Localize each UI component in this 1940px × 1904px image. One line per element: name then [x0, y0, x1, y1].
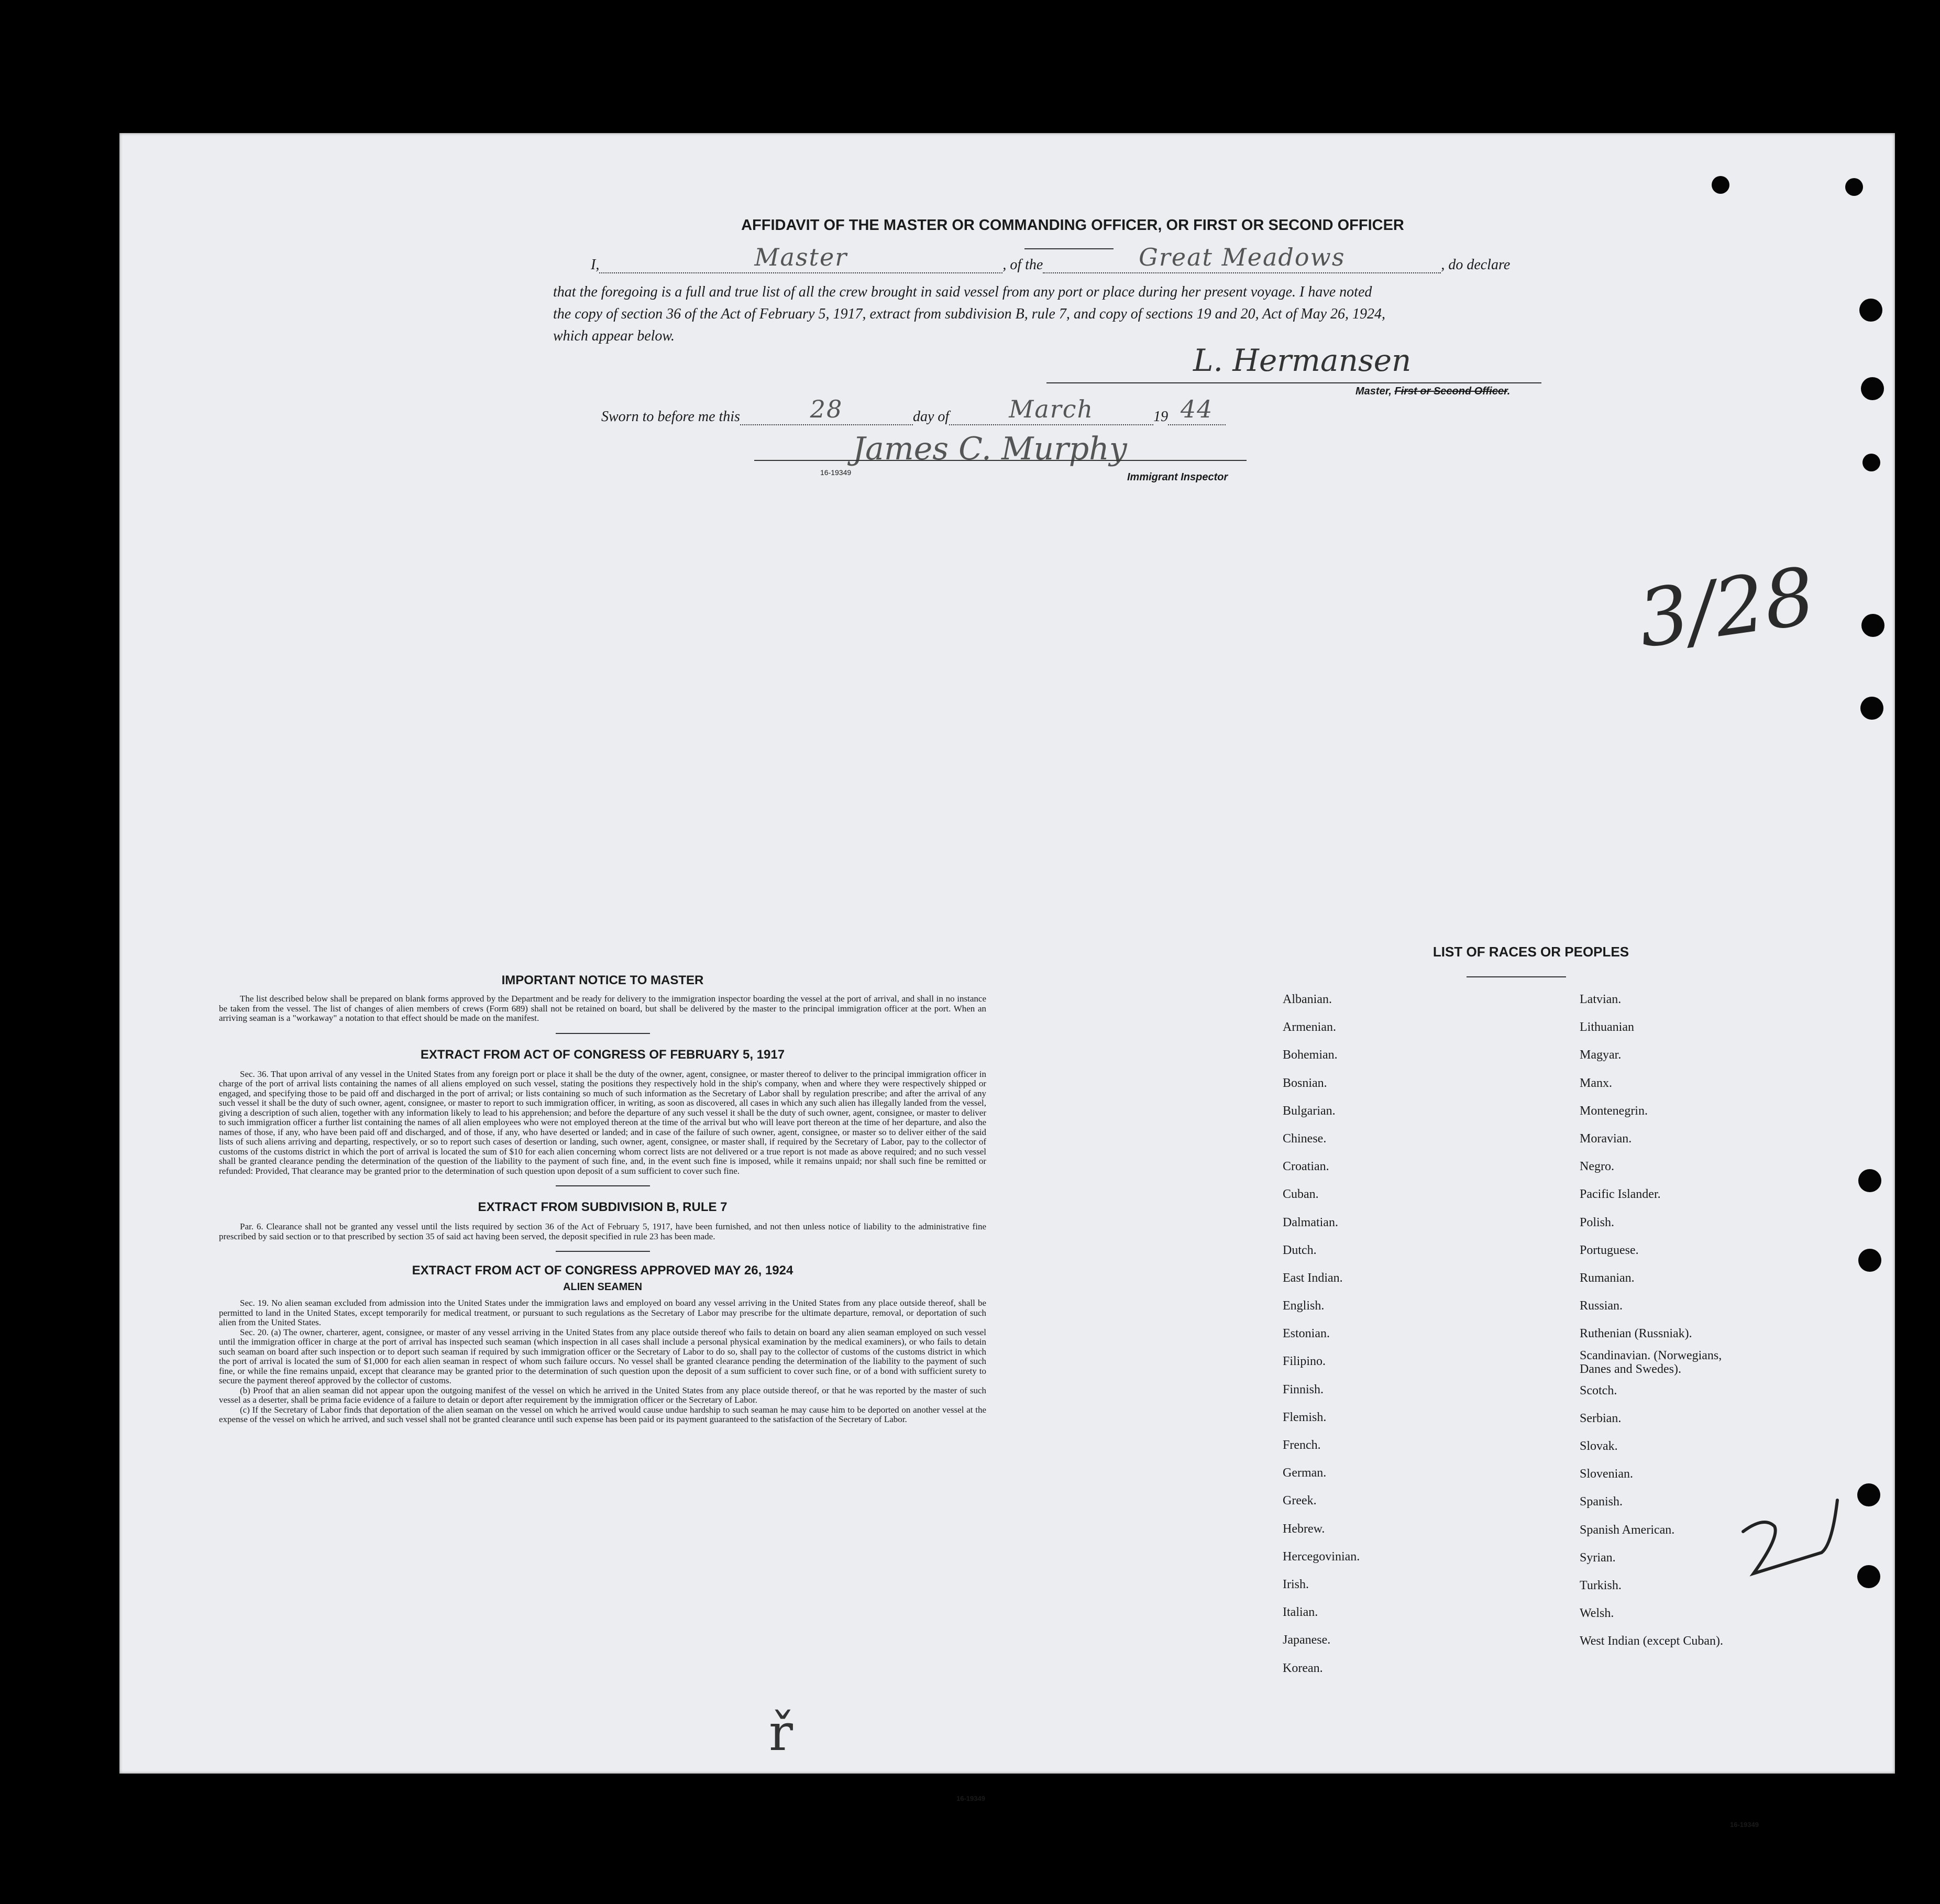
races-right-column	[1580, 986, 1800, 1656]
race-list-item: Hebrew.	[1283, 1522, 1325, 1536]
alien-seamen-subheading: ALIEN SEAMEN	[563, 1281, 643, 1293]
affidavit-text: , of the	[1002, 257, 1043, 273]
divider	[556, 1251, 650, 1252]
race-list-item: Lithuanian	[1580, 1020, 1634, 1034]
sworn-line	[601, 395, 1226, 425]
race-list-item: Filipino.	[1283, 1355, 1326, 1369]
punch-hole	[1858, 1249, 1881, 1272]
race-list-item: Latvian.	[1580, 993, 1622, 1006]
sworn-month-handwritten: March	[1009, 395, 1094, 423]
notice-body: The list described below shall be prepared on blank forms approved by the Department and be ready for delivery to the immigration inspector boarding the vessel at the port of arrival, and shall in no instance be taken from the vessel. The list of changes of alien members of crews (Form 689) shall not be retained on board, but shall be delivered by the master to the principal immigration officer at the port. When an arriving seaman is a "workaway" a notation to that effect should be made on the manifest.	[219, 994, 986, 1023]
race-list-item: French.	[1283, 1438, 1321, 1452]
race-list-item: Spanish American.	[1580, 1523, 1675, 1537]
race-list-item: Portuguese.	[1580, 1243, 1639, 1257]
race-list-item: Dutch.	[1283, 1243, 1317, 1257]
race-list-item: Croatian.	[1283, 1160, 1329, 1174]
race-list-item: Dalmatian.	[1283, 1215, 1338, 1229]
race-list-item: Polish.	[1580, 1215, 1615, 1229]
race-list-item: Turkish.	[1580, 1578, 1622, 1592]
race-list-item: Scandinavian. (Norwegians, Danes and Swedes).	[1580, 1349, 1722, 1377]
master-name-field	[599, 243, 1002, 273]
divider	[556, 1185, 650, 1186]
race-list-item: Bosnian.	[1283, 1076, 1327, 1090]
race-list-item: Bohemian.	[1283, 1048, 1338, 1062]
divider	[1467, 976, 1566, 977]
sworn-year-field	[1168, 395, 1226, 425]
race-list-item: Chinese.	[1283, 1131, 1327, 1146]
affidavit-line-2: that the foregoing is a full and true list of all the crew brought in said vessel from any port or place during her present voyage. I have noted	[553, 284, 1372, 300]
race-list-item: Slovenian.	[1580, 1467, 1633, 1481]
signature-line	[754, 460, 1247, 461]
race-list-item: Welsh.	[1580, 1606, 1614, 1621]
affidavit-line-4: which appear below.	[553, 328, 675, 344]
affidavit-line-3: the copy of section 36 of the Act of February 5, 1917, extract from subdivision B, rule 7, and copy of sections 19 and 20, Act of May 26, 1924,	[553, 306, 1386, 322]
punch-hole	[1859, 299, 1882, 322]
races-left-column	[1283, 986, 1471, 1682]
race-list-item: Italian.	[1283, 1605, 1318, 1620]
affidavit-text: I,	[591, 257, 600, 273]
sworn-text: Sworn to before me this	[601, 409, 740, 425]
race-list-item: Cuban.	[1283, 1187, 1319, 1202]
affidavit-text: , do declare	[1441, 257, 1511, 273]
extract-1917-body: Sec. 36. That upon arrival of any vessel in the United States from any foreign port or place it shall be the duty of the owner, agent, consignee, or master thereof to deliver to the principal immigration officer in charge of the port of arrival lists containing the names of all aliens employed on such vessel, stating the positions they respectively hold in the ship's company, when and where they were respectively shipped or engaged, and specifying those to be paid off and discharged in the port of arrival; or lists containing so much of such information as the Secretary of Labor shall by regulation prescribe; and after the arrival of any such vessel it shall be the duty of such owner, agent, consignee, or master to report to such immigration officer, in writing, as soon as discovered, all cases in which any such alien has illegally landed from the vessel, giving a description of such alien, together with any information likely to lead to his apprehension; and before the departure of any such vessel it shall be the duty of such owner, agent, consignee, or master to deliver to such immigration officer a further list containing the names of all alien employees who were not employed thereon at the time of the arrival but who will leave port thereon at the time of her departure, and also the names of those, if any, who have been paid off and discharged, and of those, if any, who have deserted or landed; and in case of the failure of such owner, agent, consignee, or master so to deliver either of the said lists of such aliens arriving and departing, respectively, or so to report such cases of desertion or landing, such owner, agent, consignee, or master shall, if required by the Secretary of Labor, pay to the collector of customs of the customs district in which the port of arrival is located the sum of $10 for each alien concerning whom correct lists are not delivered or a true report is not made as above required; and no such vessel shall be granted clearance pending the determination of the question of the liability to the payment of such fine, and, in the event such fine is imposed, while it remains unpaid; nor shall such fine be remitted or refunded: Provided, That clearance may be granted prior to the determination of such question upon deposit of a sum sufficient to cover such fine.	[219, 1069, 986, 1176]
race-list-item: Spanish.	[1580, 1495, 1623, 1509]
master-caption	[1355, 386, 1510, 398]
race-list-item: Armenian.	[1283, 1020, 1336, 1034]
caption-text: .	[1507, 386, 1511, 397]
master-name-handwritten: Master	[754, 243, 848, 271]
vessel-name-field	[1043, 243, 1441, 273]
race-list-item: German.	[1283, 1466, 1327, 1480]
race-list-item: Manx.	[1580, 1076, 1612, 1090]
sec20b-body: (b) Proof that an alien seaman did not appear upon the outgoing manifest of the vessel on which he arrived in the United States from any place outside thereof, or that he was reported by the master of such vessel as a deserter, shall be prima facie evidence of a failure to detain or deport after requirement by the immigration officer or the Secretary of Labor.	[219, 1385, 986, 1405]
punch-hole	[1861, 614, 1884, 637]
affidavit-line-1	[591, 243, 1511, 273]
signature-line	[1046, 382, 1541, 383]
race-list-item: Ruthenian (Russniak).	[1580, 1327, 1692, 1341]
affidavit-title: AFFIDAVIT OF THE MASTER OR COMMANDING OFFICER, OR FIRST OR SECOND OFFICER	[741, 217, 1404, 234]
race-list-item: Pacific Islander.	[1580, 1187, 1661, 1202]
race-list-item: Greek.	[1283, 1494, 1317, 1508]
sec20a-body: Sec. 20. (a) The owner, charterer, agent, consignee, or master of any vessel arriving in the United States from any place outside thereof who fails to detain on board any alien seaman employed on such vessel until the immigration officer in charge at the port of arrival has inspected such seaman (which inspection in all cases shall include a personal physical examination by the medical examiners), or who fails to detain such seaman on board after such inspection or to deport such seaman if required by such immigration officer or the Secretary of Labor to do so, shall pay to the collector of customs of the customs district in which the port of arrival is located the sum of $1,000 for each alien seaman in respect of whom such failure occurs. No vessel shall be granted clearance pending the determination of the liability to the payment of such fine, or while the fine remains unpaid, except that clearance may be granted prior to the determination of such question upon the deposit of a sum sufficient to cover such fine, or of a bond with sufficient surety to secure the payment thereof approved by the collector of customs.	[219, 1327, 986, 1385]
caption-text: Master,	[1355, 386, 1392, 397]
race-list-item: Negro.	[1580, 1160, 1614, 1174]
sworn-year-handwritten: 44	[1180, 395, 1214, 423]
punch-hole	[1862, 454, 1880, 471]
race-list-item: Rumanian.	[1580, 1271, 1635, 1285]
punch-hole	[1861, 377, 1884, 400]
sworn-month-field	[949, 395, 1153, 425]
race-list-item: Syrian.	[1580, 1550, 1616, 1565]
extract-1917-heading: EXTRACT FROM ACT OF CONGRESS OF FEBRUARY 5, 1917	[420, 1047, 785, 1062]
handwritten-date-note: 3/28	[1633, 551, 1821, 666]
race-list-item: Albanian.	[1283, 993, 1332, 1006]
race-list-item: Montenegrin.	[1580, 1104, 1648, 1118]
race-list-item: English.	[1283, 1299, 1325, 1313]
extract-rule7-body: Par. 6. Clearance shall not be granted any vessel until the lists required by section 36 of the Act of February 5, 1917, have been furnished, and not then unless notice of liability to the administrative fine prescribed by said section or to that prescribed by section 35 of said act having been served, the deposit specified in rule 23 has been made.	[219, 1221, 986, 1241]
punch-hole	[1712, 176, 1729, 194]
races-heading: LIST OF RACES OR PEOPLES	[1432, 944, 1629, 960]
punch-hole	[1857, 1483, 1880, 1506]
race-list-item: Flemish.	[1283, 1410, 1327, 1424]
master-signature: L. Hermansen	[1193, 343, 1412, 378]
race-list-item: Estonian.	[1283, 1327, 1330, 1341]
punch-hole	[1860, 697, 1883, 720]
race-list-item: Russian.	[1580, 1299, 1623, 1313]
form-number: 16-19349	[956, 1795, 985, 1802]
race-list-item: Irish.	[1283, 1577, 1309, 1591]
sworn-day-field	[740, 395, 913, 425]
inspector-signature: James C. Murphy	[853, 431, 1127, 467]
handwritten-mark: ř	[769, 1703, 793, 1762]
punch-hole	[1858, 1169, 1881, 1192]
form-number: 16-19349	[1730, 1821, 1759, 1829]
extract-1924-heading: EXTRACT FROM ACT OF CONGRESS APPROVED MAY 26, 1924	[412, 1263, 793, 1278]
race-list-item: Bulgarian.	[1283, 1104, 1336, 1118]
sworn-text: 19	[1153, 409, 1169, 425]
race-list-item: Magyar.	[1580, 1048, 1622, 1062]
vessel-name-handwritten: Great Meadows	[1139, 243, 1346, 271]
form-number: 16-19349	[820, 468, 852, 477]
notice-section	[219, 973, 986, 1425]
struck-caption-text: First or Second Officer	[1394, 386, 1507, 397]
punch-hole	[1857, 1565, 1880, 1588]
sec20c-body: (c) If the Secretary of Labor finds that deportation of the alien seaman on the vessel on which he arrived would cause undue hardship to such seaman he may cause him to be deported on another vessel at the expense of the vessel on which he arrived, and such vessel shall not be granted clearance until such expense has been paid or its payment guaranteed to the satisfaction of the Secretary of Labor.	[219, 1404, 986, 1424]
race-list-item: Scotch.	[1580, 1383, 1617, 1397]
race-list-item: Moravian.	[1580, 1131, 1632, 1146]
extract-rule7-heading: EXTRACT FROM SUBDIVISION B, RULE 7	[478, 1200, 728, 1214]
race-list-item: Korean.	[1283, 1661, 1323, 1675]
sworn-text: day of	[912, 409, 950, 425]
punch-hole	[1845, 178, 1863, 196]
document-page	[119, 133, 1895, 1829]
race-list-item: Japanese.	[1283, 1633, 1331, 1647]
race-list-item: West Indian (except Cuban).	[1580, 1634, 1723, 1648]
inspector-caption: Immigrant Inspector	[1127, 471, 1228, 483]
notice-heading: IMPORTANT NOTICE TO MASTER	[501, 973, 704, 987]
race-list-item: Serbian.	[1580, 1411, 1622, 1425]
divider	[556, 1033, 650, 1034]
sec19-body: Sec. 19. No alien seaman excluded from admission into the United States under the immigration laws and employed on board any vessel arriving in the United States from any place outside thereof, shall be permitted to land in the United States, except temporarily for medical treatment, or pursuant to such regulations as the Secretary of Labor may prescribe for the ultimate departure, removal, or deportation of such alien from the United States.	[219, 1298, 986, 1327]
race-list-item: Slovak.	[1580, 1439, 1618, 1453]
race-list-item: Finnish.	[1283, 1382, 1324, 1396]
race-list-item: East Indian.	[1283, 1271, 1343, 1285]
race-list-item: Hercegovinian.	[1283, 1549, 1360, 1564]
sworn-day-handwritten: 28	[810, 395, 843, 423]
